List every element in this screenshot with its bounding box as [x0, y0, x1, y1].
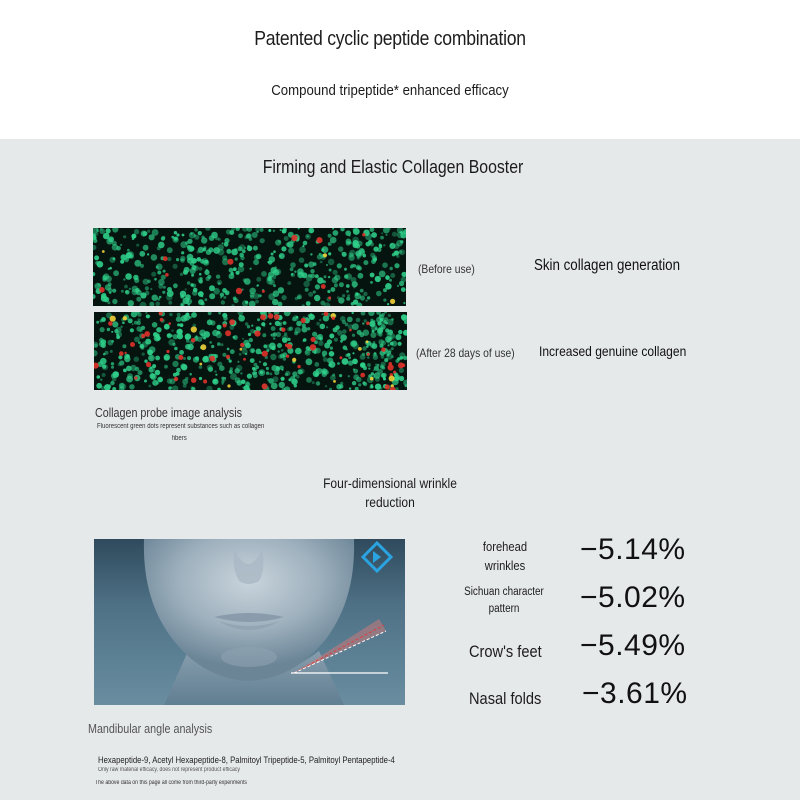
page-subtitle: Compound tripeptide* enhanced efficacy — [271, 82, 509, 99]
fluorescence-after-graphic — [94, 312, 407, 390]
probe-note-line1: Fluorescent green dots represent substances such as collagen — [97, 423, 265, 430]
collagen-before-image — [93, 228, 406, 306]
before-caption: Skin collagen generation — [534, 257, 680, 274]
wrinkle-title-line2: reduction — [365, 494, 415, 510]
metric-forehead-label-line1: forehead — [482, 539, 528, 554]
face-scan-graphic — [94, 539, 405, 705]
wrinkle-title-line1: Four-dimensional wrinkle — [323, 475, 457, 491]
face-3d-scan-image — [94, 539, 405, 705]
metric-sichuan-label-line2: pattern — [488, 603, 520, 615]
probe-analysis-title: Collagen probe image analysis — [95, 406, 243, 420]
metric-nasal-value: −3.61% — [582, 677, 688, 710]
probe-note-line2: fibers — [172, 435, 187, 442]
metric-forehead-label — [455, 537, 555, 575]
before-use-label: (Before use) — [418, 262, 475, 276]
metric-sichuan-label-line1: Sichuan character — [464, 586, 544, 598]
section-collagen-title: Firming and Elastic Collagen Booster — [262, 157, 524, 177]
page-title: Patented cyclic peptide combination — [254, 28, 526, 50]
metric-crowsfeet-label: Crow's feet — [469, 642, 542, 661]
after-use-label: (After 28 days of use) — [416, 346, 515, 360]
metric-nasal-label: Nasal folds — [469, 689, 542, 708]
metric-sichuan-value: −5.02% — [580, 581, 686, 614]
metric-forehead-label-line2: wrinkles — [484, 558, 526, 573]
header-band — [0, 0, 800, 139]
after-caption: Increased genuine collagen — [539, 343, 687, 359]
metric-crowsfeet-value: −5.49% — [580, 629, 686, 662]
section-wrinkle-title — [290, 474, 490, 512]
collagen-after-image — [94, 312, 407, 390]
metric-sichuan-label — [444, 584, 564, 618]
fluorescence-before-graphic — [93, 228, 406, 306]
metric-forehead-value: −5.14% — [580, 533, 686, 566]
face-caption: Mandibular angle analysis — [88, 722, 213, 736]
scan-logo-icon — [363, 543, 391, 571]
data-source-note: The above data on this page all come from third-party experiments — [95, 780, 248, 786]
ingredients-list: Hexapeptide-9, Acetyl Hexapeptide-8, Palmitoyl Tripeptide-5, Palmitoyl Pentapeptide-4 — [98, 755, 395, 765]
efficacy-disclaimer: Only raw material efficacy, does not represent product efficacy — [98, 767, 240, 773]
